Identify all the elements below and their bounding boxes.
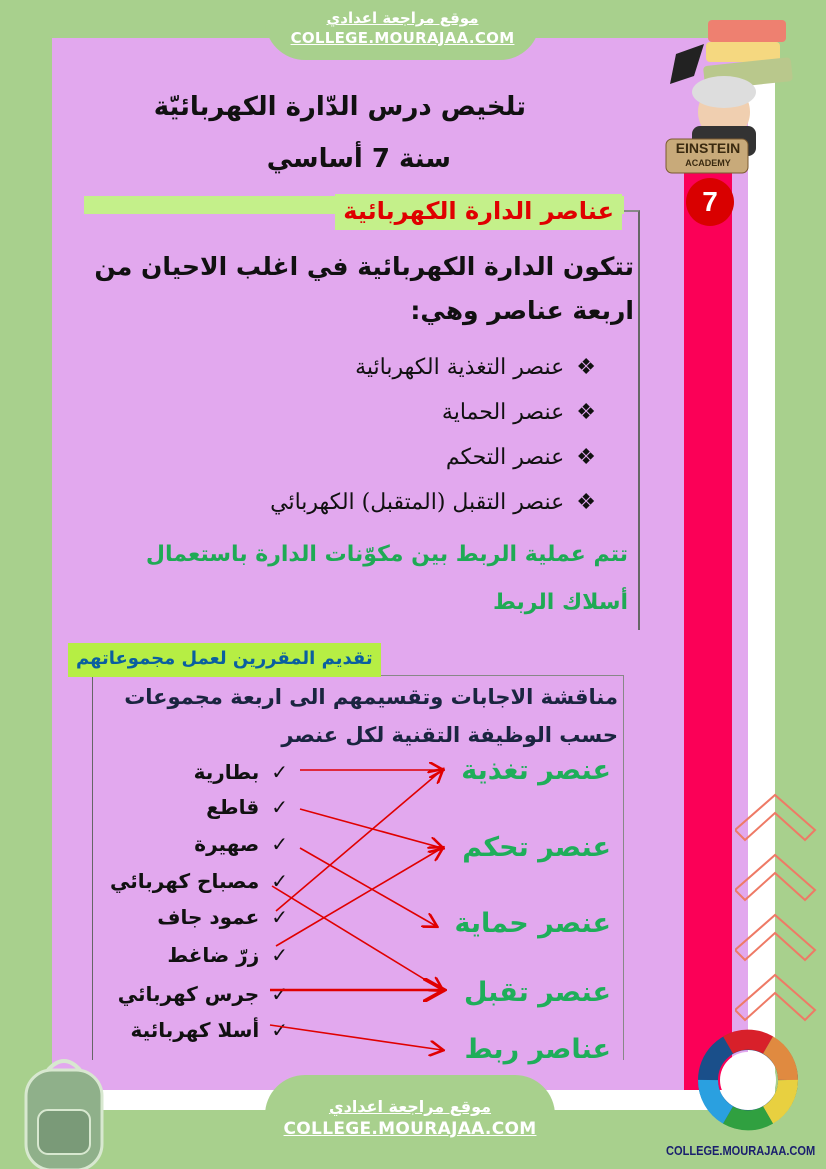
bullet-item [92, 390, 634, 435]
component-item [88, 866, 288, 896]
section2-paragraph: مناقشة الاجابات وتقسيمهم الى اربعة مجموعات حسب الوظيفة التقنية لكل عنصر [124, 685, 618, 747]
footer-site-tab[interactable] [265, 1075, 555, 1169]
category-label: عنصر تقبل [464, 977, 611, 1008]
accent-bar [684, 170, 732, 1090]
component-item [88, 979, 288, 1009]
component-item [88, 829, 288, 859]
check-icon: ✓ [271, 795, 288, 819]
site-name-ar[interactable]: موقع مراجعة اعدادي [328, 1097, 492, 1116]
section1-heading: عناصر الدارة الكهربائية [335, 194, 622, 230]
section1-note: تتم عملية الربط بين مكوّنات الدارة باستعمال أسلاك الربط [145, 542, 628, 615]
bullet-list [92, 345, 634, 525]
einstein-academy-logo [664, 14, 804, 174]
check-icon: ✓ [271, 832, 288, 856]
component-item [88, 757, 288, 787]
category-label: عنصر تغذية [461, 755, 611, 786]
site-url[interactable]: COLLEGE.MOURAJAA.COM [283, 1119, 537, 1139]
section1-content [92, 245, 634, 627]
component-label: صهيرة [194, 832, 260, 856]
component-label: مصباح كهربائي [110, 869, 260, 893]
component-item [88, 902, 288, 932]
logo-subtext: ACADEMY [685, 158, 731, 168]
bullet-item [92, 345, 634, 390]
site-name-ar[interactable]: موقع مراجعة اعدادي [326, 9, 479, 27]
chevron-decoration-icon [735, 790, 825, 1050]
bullet-icon: ❖ [576, 445, 596, 470]
site-url[interactable]: COLLEGE.MOURAJAA.COM [290, 29, 515, 47]
component-label: أسلا كهربائية [130, 1018, 260, 1042]
bullet-text: عنصر التغذية الكهربائية [355, 355, 565, 380]
category-label: عنصر حماية [454, 908, 611, 939]
bullet-item [92, 435, 634, 480]
logo-text: EINSTEIN [675, 140, 741, 156]
component-item [88, 792, 288, 822]
component-item [88, 940, 288, 970]
category-label: عنصر تحكم [462, 832, 611, 863]
page-title: تلخيص درس الدّارة الكهربائيّة [153, 92, 526, 122]
component-label: قاطع [206, 795, 260, 819]
component-label: زرّ ضاغط [167, 943, 260, 967]
component-item [88, 1015, 288, 1045]
bullet-text: عنصر الحماية [441, 400, 565, 425]
category-label: عناصر ربط [464, 1034, 611, 1065]
bullet-icon: ❖ [576, 355, 596, 380]
bullet-icon: ❖ [576, 400, 596, 425]
section2-heading: تقديم المقررين لعمل مجموعاتهم [68, 643, 381, 677]
check-icon: ✓ [271, 1018, 288, 1042]
bullet-icon: ❖ [576, 490, 596, 515]
section1-intro: تتكون الدارة الكهربائية في اغلب الاحيان من اربعة عناصر وهي: [94, 252, 634, 325]
component-label: بطارية [193, 760, 260, 784]
bullet-text: عنصر التقبل (المتقبل) الكهربائي [270, 490, 565, 515]
check-icon: ✓ [271, 869, 288, 893]
backpack-icon [14, 1058, 114, 1169]
check-icon: ✓ [271, 982, 288, 1006]
bullet-item [92, 480, 634, 525]
component-label: جرس كهربائي [117, 982, 260, 1006]
footer-brand: COLLEGE.MOURAJAA.COM [666, 1143, 816, 1158]
check-icon: ✓ [271, 943, 288, 967]
component-label: عمود جاف [157, 905, 260, 929]
check-icon: ✓ [271, 905, 288, 929]
bullet-text: عنصر التحكم [445, 445, 565, 470]
header-site-tab[interactable] [265, 0, 540, 60]
subjects-wheel-icon [696, 1022, 800, 1140]
page-subtitle: سنة 7 أساسي [266, 144, 451, 174]
grade-badge: 7 [686, 178, 734, 226]
check-icon: ✓ [271, 760, 288, 784]
